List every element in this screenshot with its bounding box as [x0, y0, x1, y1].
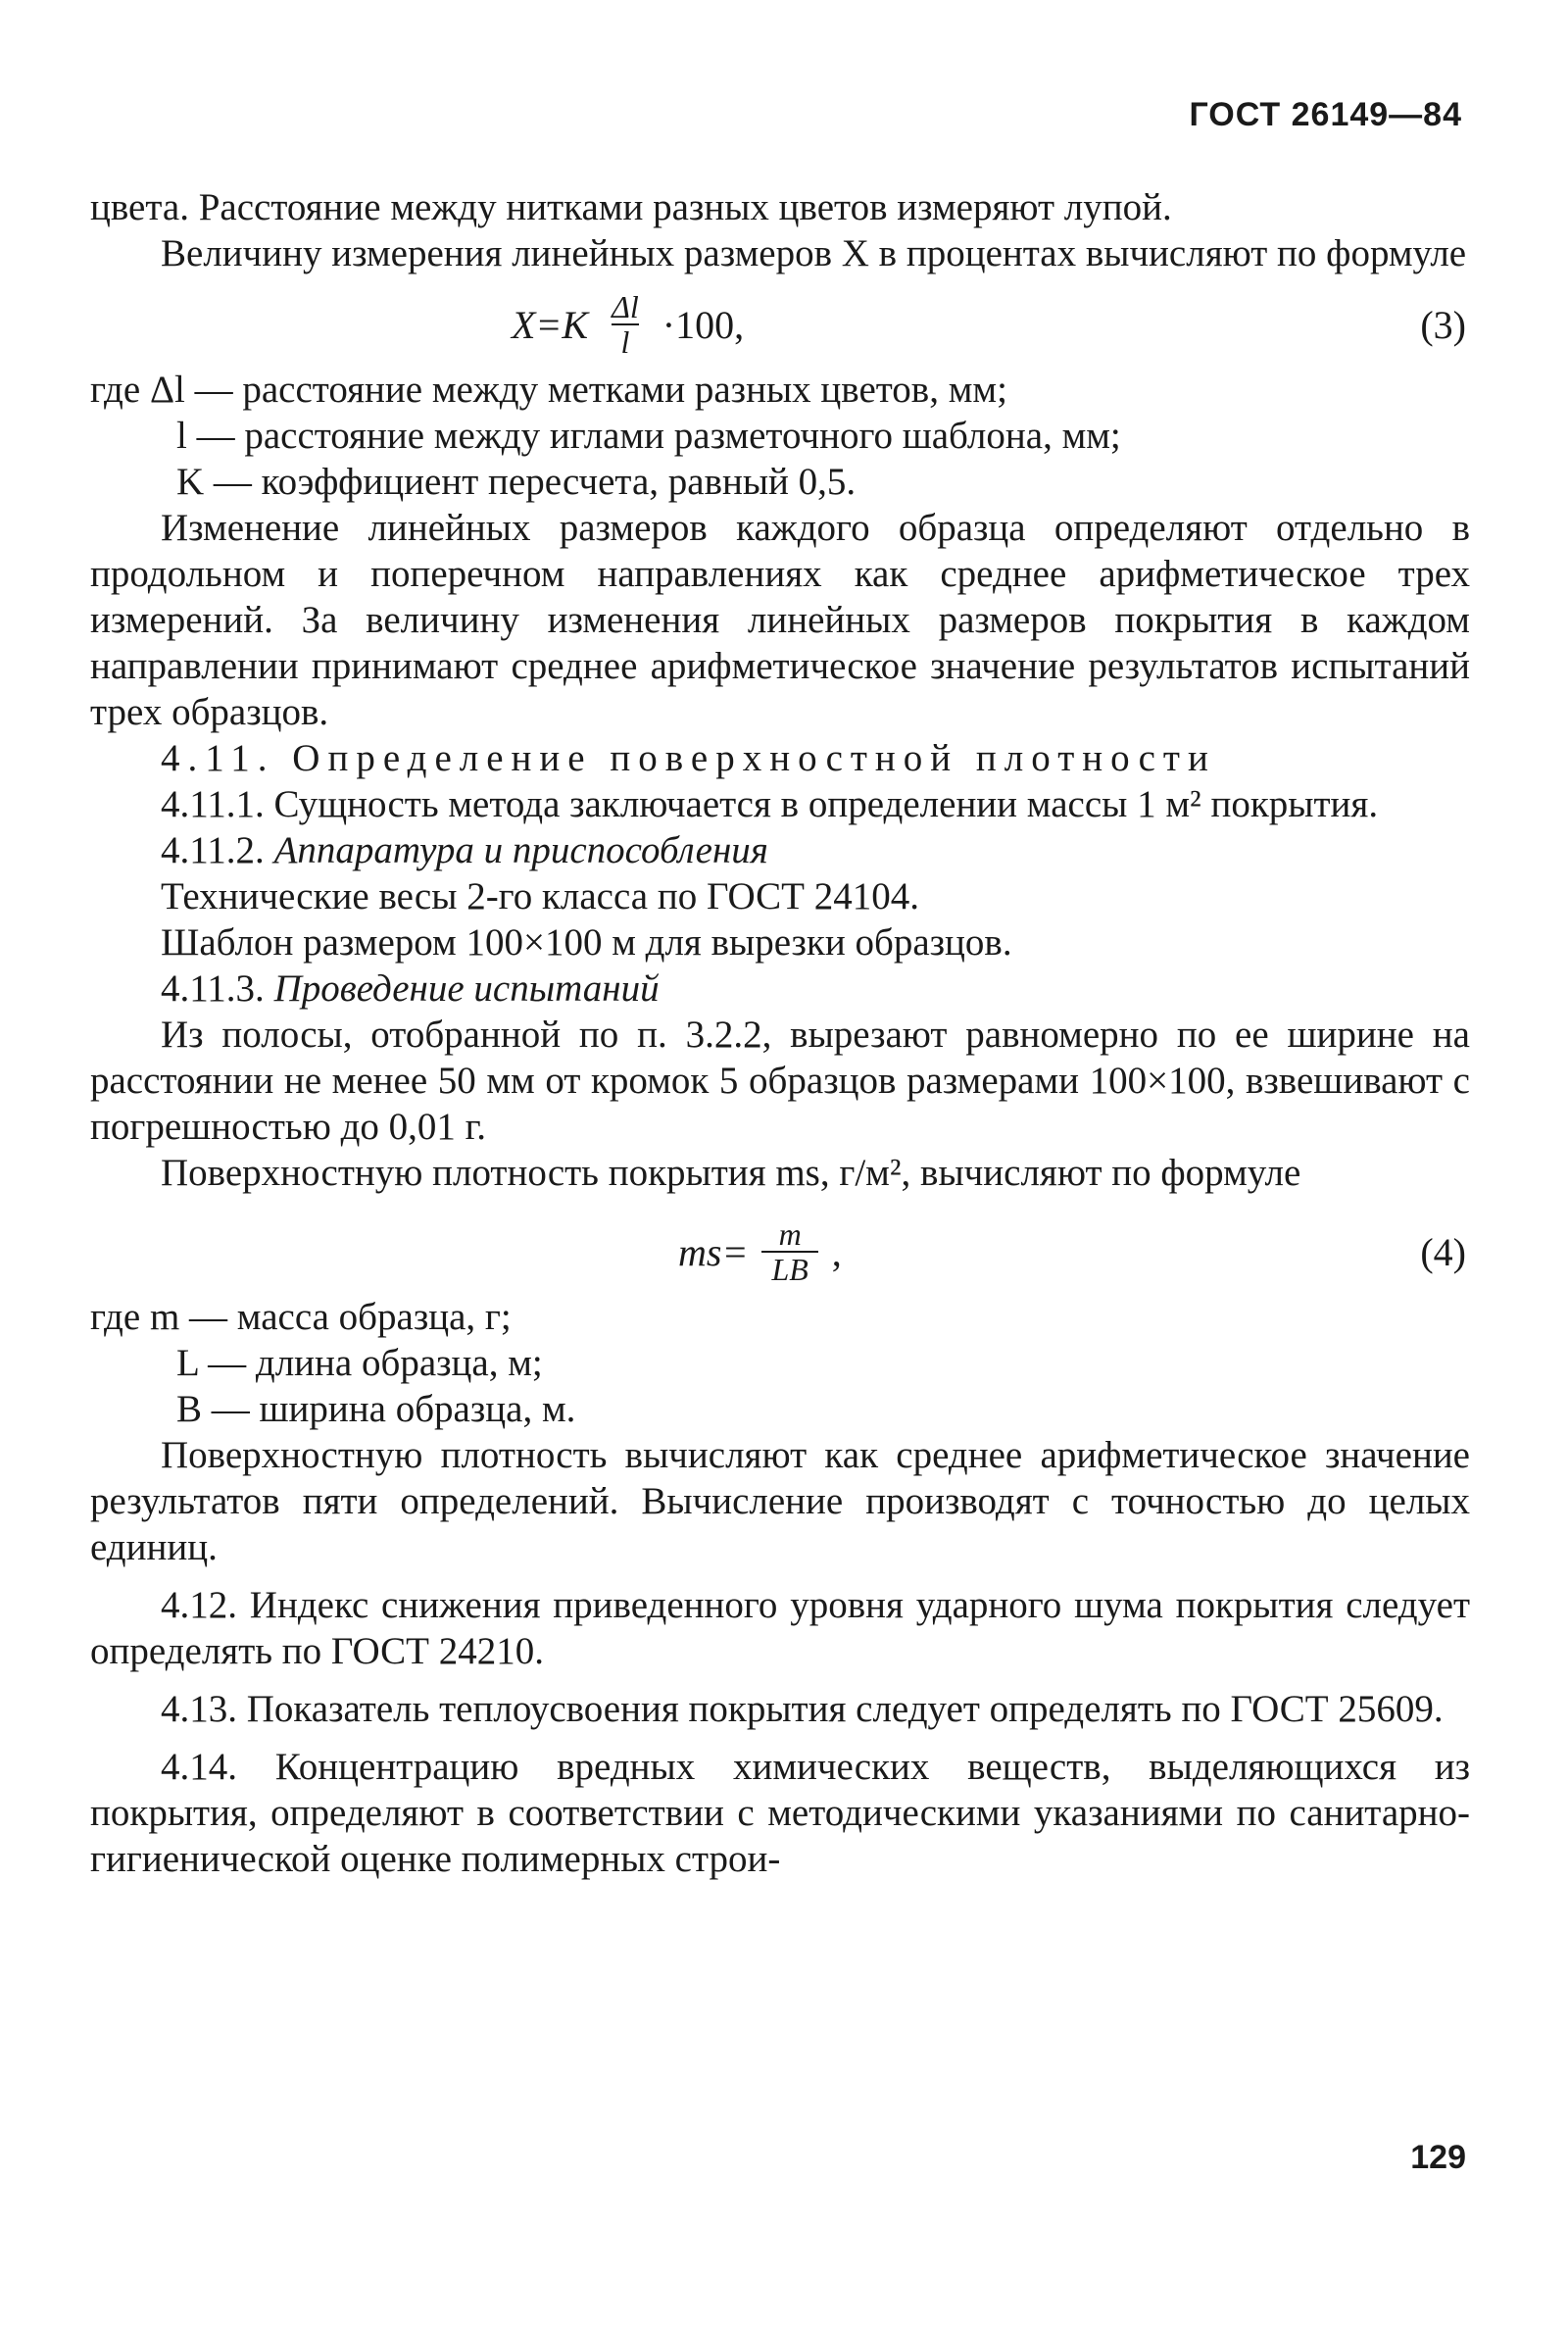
paragraph: 4.13. Показатель теплоусвоения покрытия следует определять по ГОСТ 25609.	[161, 1688, 1444, 1730]
legend-item: l — расстояние между иглами разметочного шаблона, мм;	[176, 415, 1121, 457]
paragraph: Изменение линейных размеров каждого образца определяют отдельно в продольном и поперечном направлениях как среднее арифметическое трех измерений. За величину изменения линейных размеров покрытия в каждом направлении принимают среднее арифметическое значение результатов испытаний трех образцов.	[90, 507, 1470, 733]
paragraph: Шаблон размером 100×100 м для вырезки образцов.	[161, 921, 1012, 964]
subsection-number: 4.11.2.	[161, 829, 265, 871]
paragraph: Поверхностную плотность вычисляют как среднее арифметическое значение результатов пяти определений. Вычисление производят с точностью до целых единиц.	[90, 1434, 1470, 1568]
paragraph: Поверхностную плотность покрытия ms, г/м², вычисляют по формуле	[161, 1152, 1301, 1194]
formula-4	[90, 1212, 1470, 1292]
formula-number: (4)	[1420, 1230, 1466, 1274]
paragraph: 4.14. Концентрацию вредных химических веществ, выделяющихся из покрытия, определяют в соответствии с методическими указаниями по санитарно-гигиенической оценке полимерных строи-	[90, 1746, 1470, 1880]
formula-body	[678, 1212, 842, 1292]
formula-legend	[90, 367, 1470, 505]
page-content	[90, 184, 1470, 1882]
formula-lhs: ms=	[678, 1229, 749, 1274]
fraction-numerator: m	[778, 1216, 802, 1252]
formula-rhs: ·100,	[662, 302, 745, 347]
subsection-heading	[90, 827, 1470, 873]
formula-fraction	[761, 1217, 817, 1286]
legend-item: B — ширина образца, м.	[176, 1388, 576, 1430]
paragraph: 4.11.1. Сущность метода заключается в определении массы 1 м² покрытия.	[161, 783, 1379, 825]
fraction-numerator: Δl	[612, 289, 639, 324]
subsection-number: 4.11.3.	[161, 967, 265, 1010]
subsection-title: Аппаратура и приспособления	[273, 829, 768, 871]
formula-3	[90, 284, 1470, 365]
section-heading: 4.11. Определение поверхностной плотности	[161, 737, 1216, 779]
formula-lhs: X=K	[512, 302, 589, 347]
page-number: 129	[1410, 2139, 1466, 2176]
paragraph: Из полосы, отобранной по п. 3.2.2, вырезают равномерно по ее ширине на расстоянии не менее 50 мм от кромок 5 образцов размерами 100×100, взвешивают с погрешностью до 0,01 г.	[90, 1014, 1470, 1148]
subsection-title: Проведение испытаний	[273, 967, 660, 1010]
paragraph: Технические весы 2-го класса по ГОСТ 24104.	[161, 875, 920, 917]
legend-item: K — коэффициент пересчета, равный 0,5.	[176, 461, 857, 503]
fraction-denominator: LB	[761, 1251, 817, 1286]
formula-number: (3)	[1420, 303, 1466, 347]
paragraph: цвета. Расстояние между нитками разных цветов измеряют лупой.	[90, 186, 1172, 228]
legend-item: L — длина образца, м;	[176, 1342, 543, 1384]
legend-item: где Δl — расстояние между метками разных цветов, мм;	[90, 369, 1007, 411]
subsection-heading	[90, 965, 1470, 1012]
formula-fraction	[602, 290, 649, 359]
paragraph: Величину измерения линейных размеров X в процентах вычисляют по формуле	[161, 232, 1467, 274]
legend-item: где m — масса образца, г;	[90, 1296, 512, 1338]
formula-legend	[90, 1294, 1470, 1432]
page-header: ГОСТ 26149—84	[1189, 96, 1462, 133]
fraction-denominator: l	[612, 323, 640, 359]
paragraph: 4.12. Индекс снижения приведенного уровня ударного шума покрытия следует определять по ГОСТ 24210.	[90, 1584, 1470, 1672]
formula-body	[512, 284, 744, 365]
formula-rhs: ,	[831, 1229, 842, 1274]
